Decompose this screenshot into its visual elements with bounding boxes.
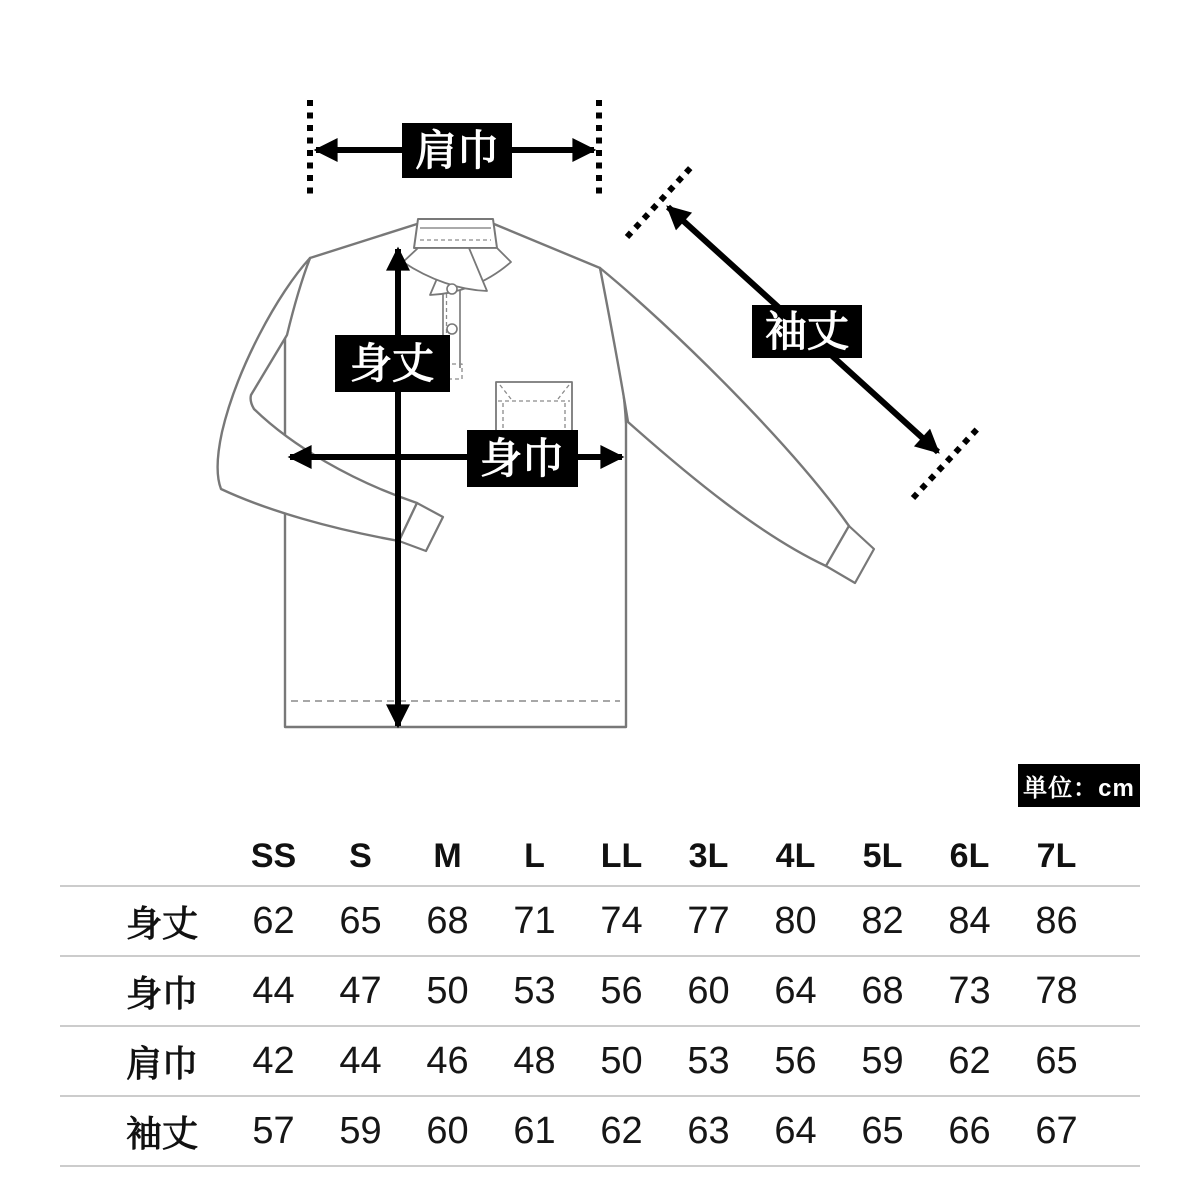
size-column-header: M — [404, 828, 491, 886]
size-value-cell: 60 — [665, 956, 752, 1026]
size-table-container — [60, 828, 1140, 1167]
size-column-header: 6L — [926, 828, 1013, 886]
size-value-cell: 44 — [230, 956, 317, 1026]
size-value-cell: 53 — [491, 956, 578, 1026]
size-table-row — [60, 886, 1140, 956]
size-value-cell: 48 — [491, 1026, 578, 1096]
size-value-cell: 67 — [1013, 1096, 1100, 1166]
size-value-cell: 53 — [665, 1026, 752, 1096]
size-value-cell: 68 — [839, 956, 926, 1026]
row-spacer — [1100, 1096, 1140, 1166]
size-value-cell: 65 — [839, 1096, 926, 1166]
body-width-label — [467, 430, 578, 487]
size-column-header: 4L — [752, 828, 839, 886]
size-value-cell: 64 — [752, 1096, 839, 1166]
size-value-cell: 74 — [578, 886, 665, 956]
size-value-cell: 62 — [578, 1096, 665, 1166]
size-value-cell: 57 — [230, 1096, 317, 1166]
row-spacer — [1100, 886, 1140, 956]
size-value-cell: 63 — [665, 1096, 752, 1166]
size-value-cell: 77 — [665, 886, 752, 956]
size-value-cell: 44 — [317, 1026, 404, 1096]
size-column-header: 5L — [839, 828, 926, 886]
size-value-cell: 64 — [752, 956, 839, 1026]
measurement-row-label: 身丈 — [60, 886, 230, 956]
size-table — [60, 828, 1140, 1167]
size-table-row — [60, 956, 1140, 1026]
measurement-row-label: 肩巾 — [60, 1026, 230, 1096]
size-value-cell: 82 — [839, 886, 926, 956]
collar-band — [414, 219, 497, 248]
row-spacer — [1100, 1026, 1140, 1096]
size-value-cell: 84 — [926, 886, 1013, 956]
body-length-label-text: 身丈 — [349, 340, 435, 387]
corner-cell — [60, 828, 230, 886]
header-spacer — [1100, 828, 1140, 886]
sleeve-length-label — [752, 305, 862, 358]
size-header-row — [60, 828, 1140, 886]
size-column-header: S — [317, 828, 404, 886]
size-value-cell: 66 — [926, 1096, 1013, 1166]
size-column-header: 3L — [665, 828, 752, 886]
size-column-header: SS — [230, 828, 317, 886]
size-value-cell: 80 — [752, 886, 839, 956]
size-value-cell: 62 — [230, 886, 317, 956]
size-column-header: L — [491, 828, 578, 886]
size-value-cell: 56 — [752, 1026, 839, 1096]
size-value-cell: 61 — [491, 1096, 578, 1166]
size-value-cell: 59 — [317, 1096, 404, 1166]
size-value-cell: 73 — [926, 956, 1013, 1026]
size-value-cell: 62 — [926, 1026, 1013, 1096]
size-value-cell: 59 — [839, 1026, 926, 1096]
size-column-header: 7L — [1013, 828, 1100, 886]
size-column-header: LL — [578, 828, 665, 886]
shoulder-width-label — [402, 123, 512, 178]
size-table-row — [60, 1026, 1140, 1096]
size-value-cell: 68 — [404, 886, 491, 956]
body-width-label-text: 身巾 — [479, 435, 565, 482]
body-length-label — [335, 335, 450, 392]
shoulder-width-label-text: 肩巾 — [414, 127, 500, 174]
row-spacer — [1100, 956, 1140, 1026]
button-top — [447, 284, 457, 294]
size-value-cell: 47 — [317, 956, 404, 1026]
size-value-cell: 86 — [1013, 886, 1100, 956]
size-value-cell: 56 — [578, 956, 665, 1026]
size-value-cell: 78 — [1013, 956, 1100, 1026]
size-value-cell: 50 — [578, 1026, 665, 1096]
size-value-cell: 65 — [1013, 1026, 1100, 1096]
size-value-cell: 71 — [491, 886, 578, 956]
button-bottom — [447, 324, 457, 334]
measurement-row-label: 袖丈 — [60, 1096, 230, 1166]
size-value-cell: 42 — [230, 1026, 317, 1096]
sleeve-length-label-text: 袖丈 — [764, 308, 850, 355]
unit-badge: 単位：cm — [1018, 764, 1140, 807]
size-value-cell: 60 — [404, 1096, 491, 1166]
size-value-cell: 50 — [404, 956, 491, 1026]
size-value-cell: 65 — [317, 886, 404, 956]
size-value-cell: 46 — [404, 1026, 491, 1096]
size-table-row — [60, 1096, 1140, 1166]
measurement-row-label: 身巾 — [60, 956, 230, 1026]
